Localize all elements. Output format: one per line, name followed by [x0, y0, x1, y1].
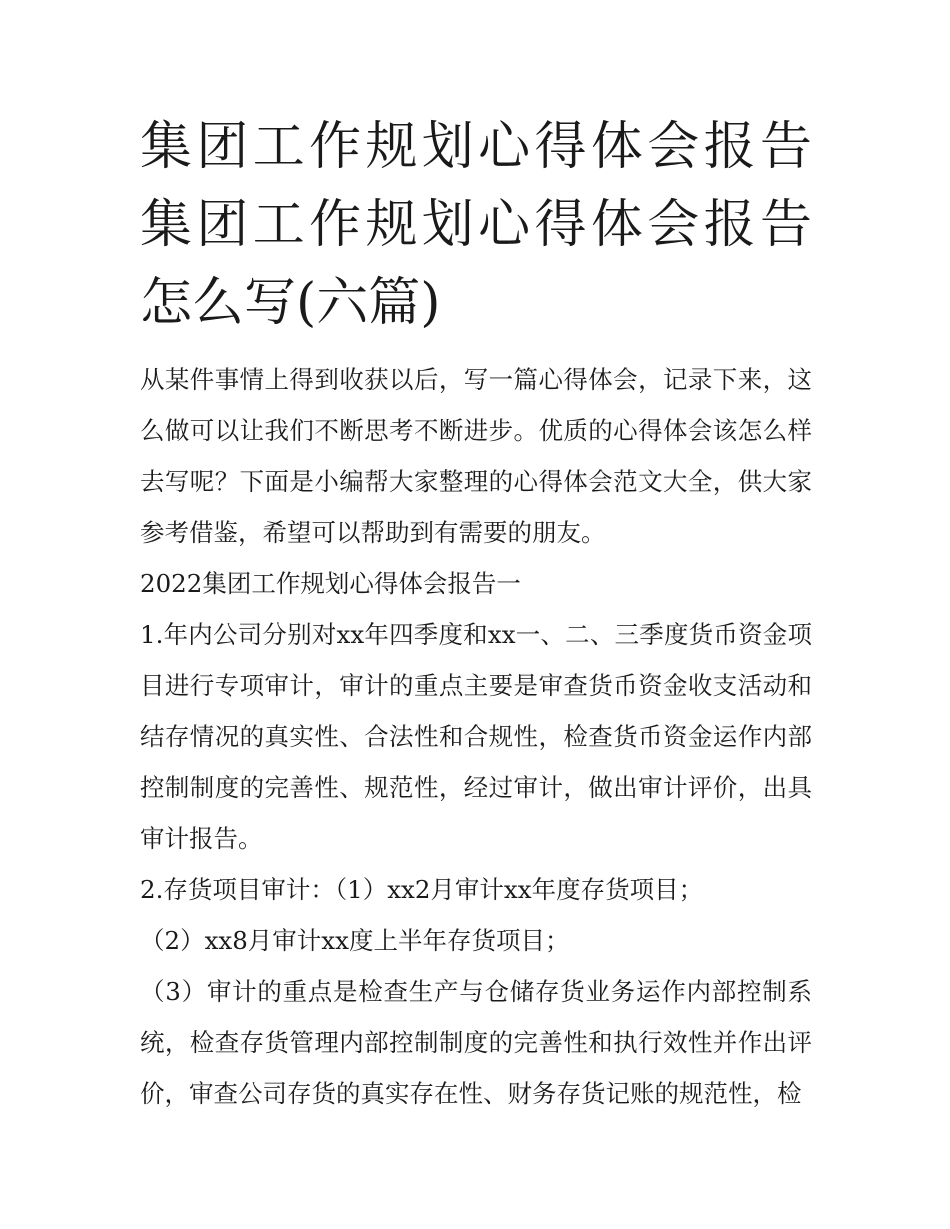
- section-heading: 2022集团工作规划心得体会报告一: [140, 569, 521, 598]
- document-title: 集团工作规划心得体会报告 集团工作规划心得体会报告怎么写(六篇): [140, 117, 812, 333]
- document-page: [140, 108, 812, 1119]
- body-paragraph-2: 2.存货项目审计：（1）xx2月审计xx年度存货项目；: [140, 875, 704, 904]
- body-paragraph-3: （2）xx8月审计xx度上半年存货项目；: [140, 926, 570, 955]
- intro-paragraph: 从某件事情上得到收获以后，写一篇心得体会，记录下来，这么做可以让我们不断思考不断进步。优质的心得体会该怎么样去写呢？下面是小编帮大家整理的心得体会范文大全，供大家参考借鉴，希望可以帮助到有需要的朋友。: [140, 365, 812, 547]
- body-paragraph-1: 1.年内公司分别对xx年四季度和xx一、二、三季度货币资金项目进行专项审计，审计的重点主要是审查货币资金收支活动和结存情况的真实性、合法性和合规性，检查货币资金运作内部控制制度的完善性、规范性，经过审计，做出审计评价，出具审计报告。: [140, 620, 812, 853]
- body-paragraph-4: （3）审计的重点是检查生产与仓储存货业务运作内部控制系统，检查存货管理内部控制制度的完善性和执行效性并作出评价，审查公司存货的真实存在性、财务存货记账的规范性，检: [140, 977, 812, 1108]
